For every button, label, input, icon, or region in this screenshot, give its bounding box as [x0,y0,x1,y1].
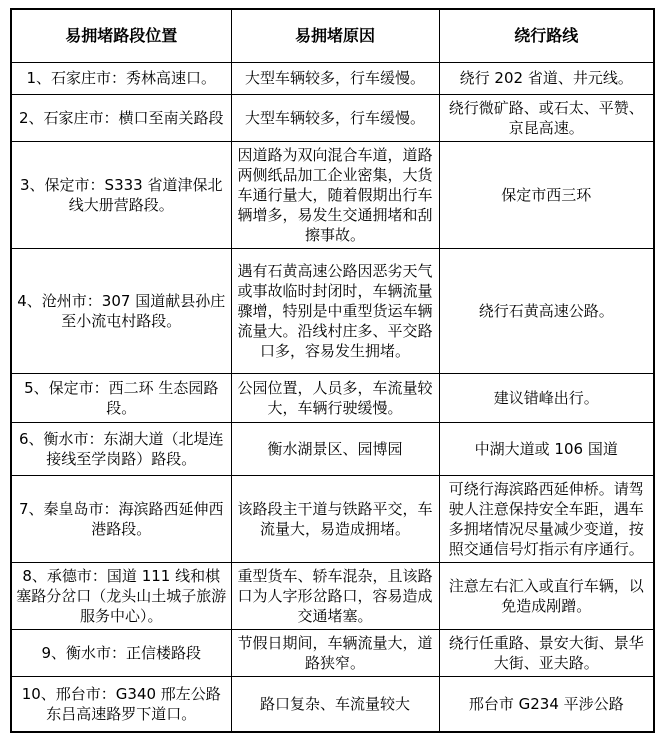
cell-reason: 公园位置，人员多，车流量较大，车辆行驶缓慢。 [231,373,439,422]
cell-location: 2、石家庄市：横口至南关路段 [11,94,231,141]
cell-detour: 绕行石黄高速公路。 [439,248,654,373]
cell-reason: 衡水湖景区、园博园 [231,422,439,475]
cell-detour: 绕行任重路、景安大街、景华大街、亚夫路。 [439,629,654,676]
table-row [11,248,654,373]
header-reason: 易拥堵原因 [231,9,439,62]
table-row [11,422,654,475]
cell-reason: 路口复杂、车流量较大 [231,676,439,732]
cell-location: 4、沧州市：307 国道献县孙庄至小流屯村路段。 [11,248,231,373]
cell-reason: 该路段主干道与铁路平交，车流量大，易造成拥堵。 [231,475,439,562]
cell-location: 1、石家庄市：秀林高速口。 [11,62,231,94]
cell-reason: 节假日期间，车辆流量大，道路狭窄。 [231,629,439,676]
header-detour: 绕行路线 [439,9,654,62]
table-row [11,629,654,676]
cell-detour: 绕行微矿路、或石太、平赞、京昆高速。 [439,94,654,141]
table-row [11,562,654,629]
cell-detour: 绕行 202 省道、井元线。 [439,62,654,94]
table-row [11,373,654,422]
congestion-table [10,8,655,733]
cell-location: 5、保定市：西二环 生态园路段。 [11,373,231,422]
cell-detour: 保定市西三环 [439,141,654,248]
table-row [11,676,654,732]
table-row [11,141,654,248]
cell-detour: 可绕行海滨路西延伸桥。请驾驶人注意保持安全车距，遇车多拥堵情况尽量减少变道，按照交通信号灯指示有序通行。 [439,475,654,562]
header-location: 易拥堵路段位置 [11,9,231,62]
cell-location: 3、保定市：S333 省道津保北线大册营路段。 [11,141,231,248]
cell-location: 7、秦皇岛市：海滨路西延伸西港路段。 [11,475,231,562]
cell-reason: 重型货车、轿车混杂，且该路口为人字形岔路口，容易造成交通堵塞。 [231,562,439,629]
cell-location: 9、衡水市：正信楼路段 [11,629,231,676]
table-row [11,475,654,562]
table-row [11,62,654,94]
cell-detour: 建议错峰出行。 [439,373,654,422]
cell-detour: 邢台市 G234 平涉公路 [439,676,654,732]
header-row [11,9,654,62]
cell-reason: 大型车辆较多，行车缓慢。 [231,62,439,94]
cell-reason: 遇有石黄高速公路因恶劣天气或事故临时封闭时，车辆流量骤增，特别是中重型货运车辆流量大。沿线村庄多、平交路口多，容易发生拥堵。 [231,248,439,373]
cell-location: 10、邢台市：G340 邢左公路东吕高速路罗下道口。 [11,676,231,732]
cell-reason: 因道路为双向混合车道，道路两侧纸品加工企业密集，大货车通行量大，随着假期出行车辆增多，易发生交通拥堵和刮擦事故。 [231,141,439,248]
cell-detour: 注意左右汇入或直行车辆，以免造成剐蹭。 [439,562,654,629]
cell-location: 8、承德市：国道 111 线和棋塞路分岔口（龙头山土城子旅游服务中心）。 [11,562,231,629]
cell-reason: 大型车辆较多，行车缓慢。 [231,94,439,141]
table-row [11,94,654,141]
cell-location: 6、衡水市：东湖大道（北堤连接线至学岗路）路段。 [11,422,231,475]
cell-detour: 中湖大道或 106 国道 [439,422,654,475]
